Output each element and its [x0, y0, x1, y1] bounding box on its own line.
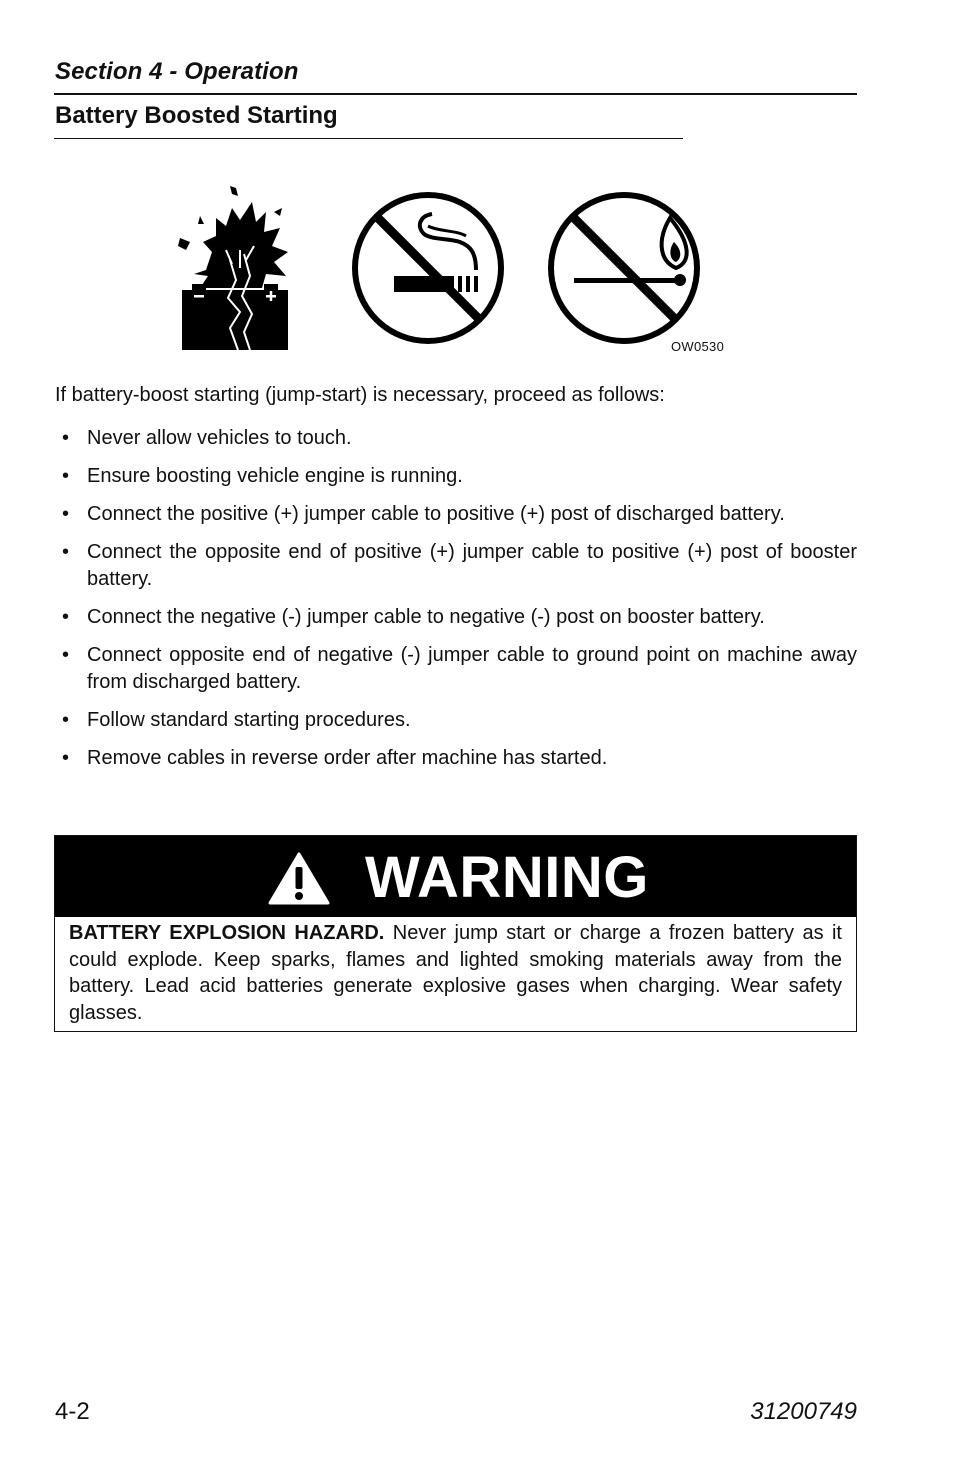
bullet-icon: •: [62, 465, 70, 487]
bullet-icon: •: [62, 644, 70, 666]
header-rule: [54, 93, 857, 95]
list-item-text: Connect the negative (-) jumper cable to negative (-) post on booster battery.: [87, 606, 765, 628]
warning-title: WARNING: [365, 845, 649, 910]
bullet-icon: •: [62, 747, 70, 769]
list-item: [55, 745, 857, 772]
bullet-icon: •: [62, 606, 70, 628]
warning-box: [54, 835, 857, 1032]
section-title: Section 4 - Operation: [55, 58, 299, 85]
bullet-icon: •: [62, 709, 70, 731]
figure-code: OW0530: [671, 339, 725, 354]
bullet-icon: •: [62, 427, 70, 449]
list-item: [55, 425, 857, 452]
document-number: 31200749: [750, 1398, 857, 1425]
battery-explosion-icon: [178, 186, 288, 350]
no-smoking-icon: [355, 195, 501, 341]
warning-text: [69, 920, 842, 1026]
intro-text: If battery-boost starting (jump-start) is necessary, proceed as follows:: [55, 384, 665, 406]
list-item: [55, 604, 857, 631]
bullet-icon: •: [62, 503, 70, 525]
list-item: [55, 707, 857, 734]
warning-triangle-icon: [267, 851, 331, 906]
warning-header: [55, 836, 856, 917]
subsection-title: Battery Boosted Starting: [55, 102, 338, 129]
list-item: [55, 501, 857, 528]
page-number: 4-2: [55, 1398, 90, 1425]
safety-pictograms: [170, 180, 750, 360]
no-open-flame-icon: [551, 195, 697, 341]
list-item-text: Connect opposite end of negative (-) jumper cable to ground point on machine away from discharged battery.: [87, 644, 857, 693]
list-item-text: Connect the opposite end of positive (+) jumper cable to positive (+) post of booster battery.: [87, 541, 857, 590]
warning-message: Never jump start or charge a frozen battery as it could explode. Keep sparks, flames and lighted smoking materials away from the battery. Lead acid batteries generate explosive gases when charging. Wear safety glasses.: [69, 922, 842, 1024]
list-item-text: Never allow vehicles to touch.: [87, 427, 352, 449]
list-item-text: Connect the positive (+) jumper cable to positive (+) post of discharged battery.: [87, 503, 785, 525]
list-item: [55, 463, 857, 490]
procedure-list: [55, 425, 857, 783]
list-item-text: Follow standard starting procedures.: [87, 709, 411, 731]
list-item-text: Ensure boosting vehicle engine is running.: [87, 465, 463, 487]
list-item: [55, 642, 857, 696]
bullet-icon: •: [62, 541, 70, 563]
subsection-rule: [54, 138, 683, 139]
list-item: [55, 539, 857, 593]
list-item-text: Remove cables in reverse order after machine has started.: [87, 747, 608, 769]
warning-lead: BATTERY EXPLOSION HAZARD.: [69, 922, 385, 944]
